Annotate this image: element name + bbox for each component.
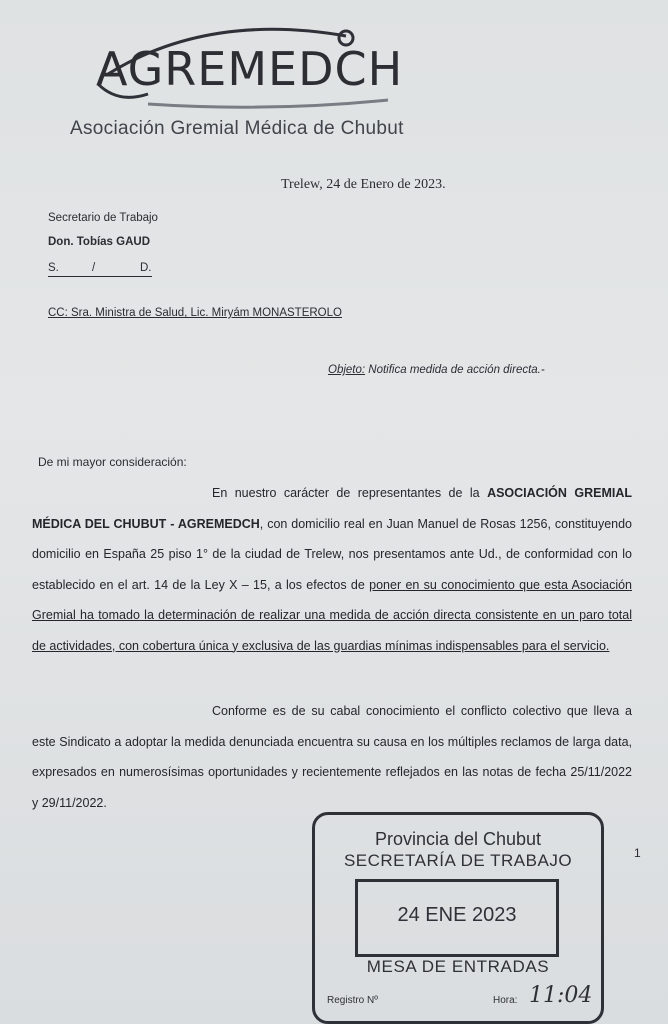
sd-line: [48, 262, 152, 277]
sd-s: S.: [48, 262, 59, 274]
paragraph-2: [32, 696, 632, 818]
greeting: De mi mayor consideración:: [38, 455, 187, 469]
objeto-line: [328, 364, 545, 376]
addressee-name: Don. Tobías GAUD: [48, 236, 151, 248]
page-number: 1: [634, 846, 641, 860]
stamp-date: 24 ENE 2023: [397, 904, 517, 926]
paragraph-1-intro: En nuestro carácter de representantes de la: [212, 486, 480, 500]
paragraph-1: [32, 478, 632, 661]
stamp-province: Provincia del Chubut: [374, 829, 542, 849]
stamp-secretaria: SECRETARÍA DE TRABAJO: [343, 851, 573, 870]
objeto-label: Objeto:: [328, 364, 366, 376]
stamp-hora-label: Hora:: [493, 995, 518, 1006]
association-name: Asociación Gremial Médica de Chubut: [70, 118, 404, 139]
stamp-mesa: MESA DE ENTRADAS: [366, 957, 550, 976]
paragraph-1-body: , con domicilio real en Juan Manuel de Rosas 1256, constituyendo domicilio en España 25 piso 1° de la ciudad de Trelew, nos presentamos ante Ud., de conformidad con lo establecido en el art. 14 de la Ley X – 15, a los efectos de: [32, 516, 632, 592]
paragraph-2-text: Conforme es de su cabal conocimiento el conflicto colectivo que lleva a este Sindicato a adoptar la medida denunciada encuentra su causa en los múltiples reclamos de larga data, expresados en numerosísimas oportunidades y recientemente reflejados en las notas de fecha 25/11/2022 y 29/11/2022.: [32, 704, 632, 810]
agremedch-logo: [88, 22, 428, 112]
sd-slash: /: [92, 262, 96, 274]
paragraph-1-underlined: poner en su conocimiento que esta Asociación Gremial ha tomado la determinación de realizar una medida de acción directa consistente en un paro total de actividades, con cobertura única y exclusiva de las guardias mínimas indispensables para el servicio.: [32, 577, 633, 653]
cc-line: CC: Sra. Ministra de Salud, Lic. Miryám MONASTEROLO: [48, 307, 342, 319]
objeto-text: Notifica medida de acción directa.-: [368, 364, 545, 376]
logo-text: AGREMEDCH: [96, 42, 404, 96]
addressee-title: Secretario de Trabajo: [48, 212, 158, 224]
reception-stamp: [312, 812, 604, 1024]
letter-date: Trelew, 24 de Enero de 2023.: [281, 177, 446, 192]
stamp-hora-handwritten: 11:04: [529, 983, 593, 1008]
sd-d: D.: [140, 262, 152, 274]
stamp-registro-label: Registro Nº: [327, 995, 378, 1006]
stamp-date-box: [355, 879, 559, 957]
org-name: ASOCIACIÓN GREMIAL MÉDICA DEL CHUBUT - AGREMEDCH: [32, 486, 632, 531]
